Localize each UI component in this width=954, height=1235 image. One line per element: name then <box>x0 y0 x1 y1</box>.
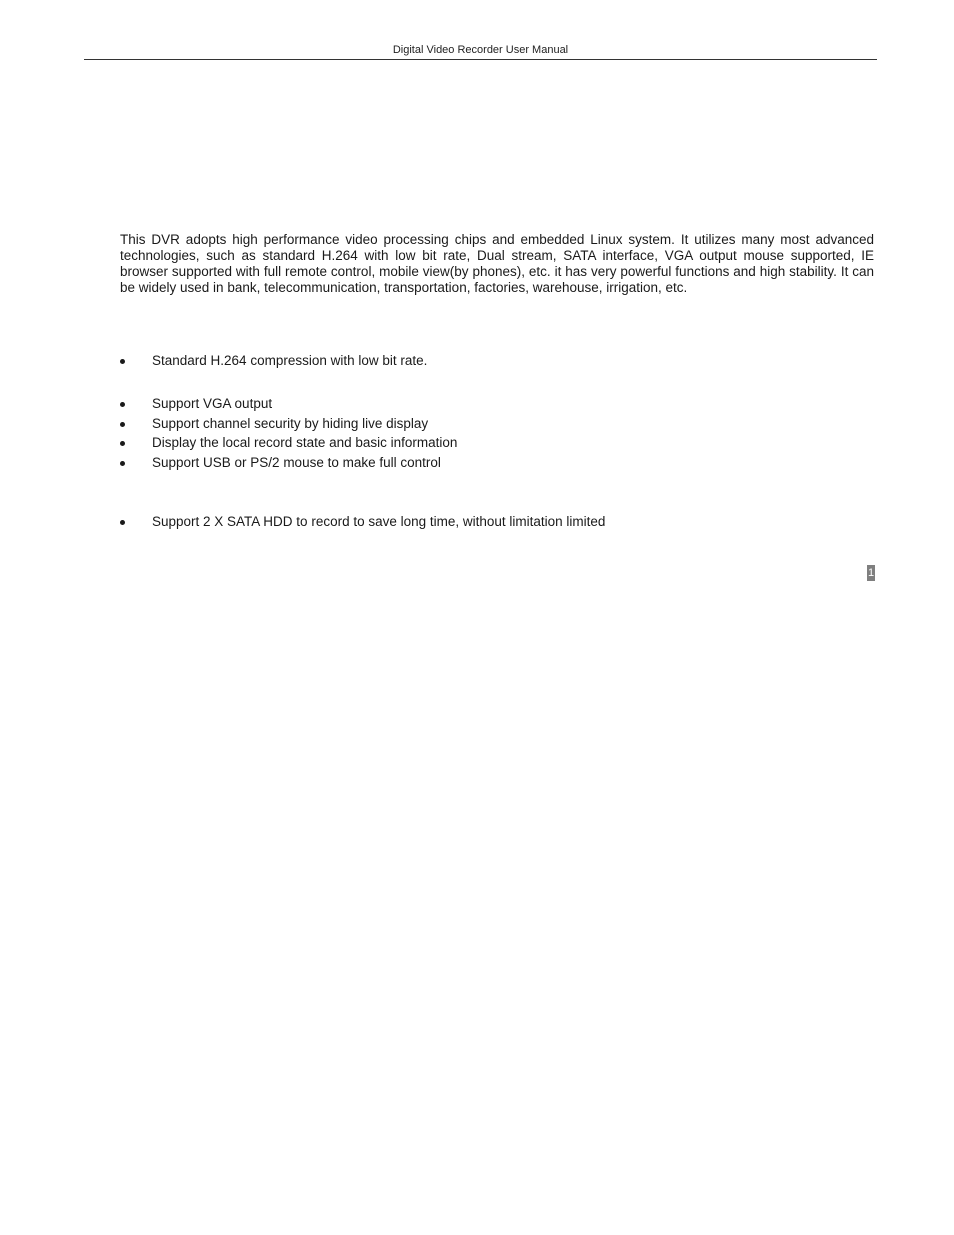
list-item-text: Display the local record state and basic information <box>152 435 458 451</box>
intro-paragraph: This DVR adopts high performance video processing chips and embedded Linux system. It utilizes many most advanced technologies, such as standard H.264 with low bit rate, Dual stream, SATA interface, VGA output mouse supported, IE browser supported with full remote control, mobile view(by phones), etc. it has very powerful functions and high stability. It can be widely used in bank, telecommunication, transportation, factories, warehouse, irrigation, etc. <box>120 232 874 295</box>
page-header-title: Digital Video Recorder User Manual <box>392 44 569 56</box>
bullet-icon <box>120 520 125 525</box>
bullet-icon <box>120 422 125 427</box>
list-item-text: Support channel security by hiding live display <box>152 415 429 431</box>
list-item <box>120 351 874 371</box>
list-item <box>120 512 874 532</box>
bullet-icon <box>120 461 125 466</box>
page-number: 1 <box>867 567 875 579</box>
live-surveillance-feature-list <box>120 394 874 472</box>
bullet-icon <box>120 441 125 446</box>
list-item-text: Support 2 X SATA HDD to record to save long time, without limitation limited <box>152 514 606 529</box>
list-item <box>120 414 874 434</box>
list-item-text: Standard H.264 compression with low bit rate. <box>152 353 428 368</box>
bullet-icon <box>120 402 125 407</box>
list-item-text: Support VGA output <box>152 396 273 411</box>
list-item <box>120 394 874 414</box>
list-item <box>120 453 874 473</box>
list-item <box>120 433 874 453</box>
page-header <box>84 40 877 60</box>
record-media-feature-list <box>120 512 874 532</box>
bullet-icon <box>120 359 125 364</box>
list-item-text: Support USB or PS/2 mouse to make full control <box>152 454 441 470</box>
compression-feature-list <box>120 351 874 371</box>
